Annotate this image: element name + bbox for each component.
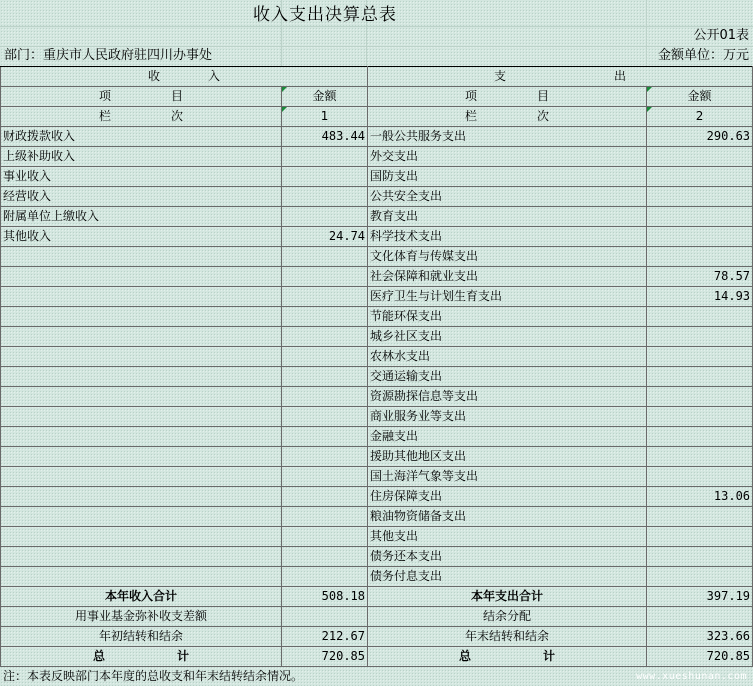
income-item <box>1 507 282 527</box>
summary-income-label: 总 计 <box>1 647 282 667</box>
footnote: 注：本表反映部门本年度的总收支和年末结转结余情况。 <box>3 669 304 683</box>
summary-income-amount: 508.18 <box>282 587 368 607</box>
income-item-header: 项 目 <box>1 87 282 107</box>
income-item: 附属单位上缴收入 <box>1 207 282 227</box>
table-row <box>1 227 753 247</box>
expense-item: 农林水支出 <box>368 347 647 367</box>
income-item <box>1 407 282 427</box>
table-row <box>1 167 753 187</box>
summary-row <box>1 627 753 647</box>
expense-item: 住房保障支出 <box>368 487 647 507</box>
table-row <box>1 327 753 347</box>
income-amount <box>282 487 368 507</box>
income-amount <box>282 327 368 347</box>
expense-amount <box>647 467 753 487</box>
expense-amount <box>647 307 753 327</box>
income-row-label: 栏 次 <box>1 107 282 127</box>
income-amount <box>282 567 368 587</box>
income-amount <box>282 247 368 267</box>
summary-expense-label: 本年支出合计 <box>368 587 647 607</box>
department-label: 部门：重庆市人民政府驻四川办事处 <box>4 48 213 63</box>
expense-item: 援助其他地区支出 <box>368 447 647 467</box>
expense-amount <box>647 447 753 467</box>
income-amount <box>282 427 368 447</box>
income-amount <box>282 387 368 407</box>
expense-item: 节能环保支出 <box>368 307 647 327</box>
income-amount: 24.74 <box>282 227 368 247</box>
expense-item: 城乡社区支出 <box>368 327 647 347</box>
column-number-row <box>1 107 753 127</box>
table-row <box>1 447 753 467</box>
summary-income-amount <box>282 607 368 627</box>
report-title: 收入支出决算总表 <box>253 5 397 25</box>
expense-amount-header: 金额 <box>647 87 753 107</box>
income-amount <box>282 547 368 567</box>
expense-item: 文化体育与传媒支出 <box>368 247 647 267</box>
table-row <box>1 567 753 587</box>
table-row <box>1 387 753 407</box>
summary-expense-label: 年末结转和结余 <box>368 627 647 647</box>
expense-item: 一般公共服务支出 <box>368 127 647 147</box>
expense-item: 国防支出 <box>368 167 647 187</box>
income-amount-header: 金额 <box>282 87 368 107</box>
summary-expense-amount <box>647 607 753 627</box>
section-header-row <box>1 67 753 87</box>
income-item <box>1 307 282 327</box>
income-amount <box>282 167 368 187</box>
expense-amount <box>647 227 753 247</box>
expense-item: 粮油物资储备支出 <box>368 507 647 527</box>
income-amount <box>282 287 368 307</box>
income-item: 财政拨款收入 <box>1 127 282 147</box>
expense-amount: 13.06 <box>647 487 753 507</box>
expense-item: 交通运输支出 <box>368 367 647 387</box>
expense-amount: 14.93 <box>647 287 753 307</box>
table-row <box>1 267 753 287</box>
income-amount <box>282 307 368 327</box>
table-row <box>1 287 753 307</box>
column-header-row <box>1 87 753 107</box>
expense-item: 债务还本支出 <box>368 547 647 567</box>
income-item <box>1 427 282 447</box>
income-item: 其他收入 <box>1 227 282 247</box>
expense-column-number: 2 <box>647 107 753 127</box>
expense-amount: 290.63 <box>647 127 753 147</box>
expense-amount <box>647 547 753 567</box>
table-row <box>1 487 753 507</box>
report-table <box>0 66 753 667</box>
table-row <box>1 187 753 207</box>
summary-income-label: 年初结转和结余 <box>1 627 282 647</box>
expense-amount <box>647 527 753 547</box>
summary-income-amount: 720.85 <box>282 647 368 667</box>
income-header: 收 入 <box>1 67 368 87</box>
table-row <box>1 147 753 167</box>
expense-amount <box>647 207 753 227</box>
expense-amount <box>647 247 753 267</box>
income-amount <box>282 527 368 547</box>
income-item <box>1 387 282 407</box>
expense-amount <box>647 147 753 167</box>
income-amount <box>282 407 368 427</box>
table-row <box>1 427 753 447</box>
expense-item: 科学技术支出 <box>368 227 647 247</box>
expense-item: 债务付息支出 <box>368 567 647 587</box>
table-row <box>1 507 753 527</box>
expense-amount <box>647 347 753 367</box>
summary-expense-label: 结余分配 <box>368 607 647 627</box>
expense-amount <box>647 387 753 407</box>
income-amount <box>282 367 368 387</box>
income-column-number: 1 <box>282 107 368 127</box>
summary-row <box>1 607 753 627</box>
income-item <box>1 527 282 547</box>
table-row <box>1 367 753 387</box>
expense-item-header: 项 目 <box>368 87 647 107</box>
expense-amount <box>647 327 753 347</box>
table-row <box>1 407 753 427</box>
income-item <box>1 547 282 567</box>
expense-amount <box>647 567 753 587</box>
summary-expense-amount: 720.85 <box>647 647 753 667</box>
income-amount <box>282 187 368 207</box>
income-amount <box>282 467 368 487</box>
expense-amount <box>647 167 753 187</box>
expense-item: 社会保障和就业支出 <box>368 267 647 287</box>
income-item <box>1 327 282 347</box>
income-amount <box>282 267 368 287</box>
income-item: 经营收入 <box>1 187 282 207</box>
table-row <box>1 347 753 367</box>
expense-item: 金融支出 <box>368 427 647 447</box>
table-row <box>1 247 753 267</box>
summary-income-label: 用事业基金弥补收支差额 <box>1 607 282 627</box>
expense-item: 其他支出 <box>368 527 647 547</box>
expense-amount <box>647 187 753 207</box>
income-amount <box>282 347 368 367</box>
income-item <box>1 347 282 367</box>
income-item <box>1 567 282 587</box>
table-row <box>1 127 753 147</box>
expense-item: 教育支出 <box>368 207 647 227</box>
expense-row-label: 栏 次 <box>368 107 647 127</box>
expense-item: 商业服务业等支出 <box>368 407 647 427</box>
table-row <box>1 307 753 327</box>
form-number: 公开01表 <box>693 28 749 43</box>
income-item <box>1 487 282 507</box>
expense-item: 国土海洋气象等支出 <box>368 467 647 487</box>
income-item: 事业收入 <box>1 167 282 187</box>
table-row <box>1 527 753 547</box>
expense-amount <box>647 427 753 447</box>
summary-row <box>1 587 753 607</box>
table-row <box>1 207 753 227</box>
summary-expense-amount: 323.66 <box>647 627 753 647</box>
table-row <box>1 547 753 567</box>
income-amount <box>282 147 368 167</box>
expense-header: 支 出 <box>368 67 753 87</box>
watermark: www.xueshunan.com <box>636 671 747 682</box>
income-item <box>1 367 282 387</box>
expense-item: 医疗卫生与计划生育支出 <box>368 287 647 307</box>
income-item: 上级补助收入 <box>1 147 282 167</box>
income-amount <box>282 447 368 467</box>
expense-amount <box>647 367 753 387</box>
income-item <box>1 447 282 467</box>
income-amount <box>282 207 368 227</box>
expense-item: 外交支出 <box>368 147 647 167</box>
expense-item: 资源勘探信息等支出 <box>368 387 647 407</box>
income-item <box>1 467 282 487</box>
summary-row <box>1 647 753 667</box>
expense-amount: 78.57 <box>647 267 753 287</box>
unit-label: 金额单位：万元 <box>657 48 749 63</box>
income-amount: 483.44 <box>282 127 368 147</box>
income-item <box>1 287 282 307</box>
summary-expense-amount: 397.19 <box>647 587 753 607</box>
expense-item: 公共安全支出 <box>368 187 647 207</box>
table-row <box>1 467 753 487</box>
income-amount <box>282 507 368 527</box>
summary-expense-label: 总 计 <box>368 647 647 667</box>
summary-income-label: 本年收入合计 <box>1 587 282 607</box>
summary-income-amount: 212.67 <box>282 627 368 647</box>
expense-amount <box>647 507 753 527</box>
expense-amount <box>647 407 753 427</box>
income-item <box>1 267 282 287</box>
income-item <box>1 247 282 267</box>
